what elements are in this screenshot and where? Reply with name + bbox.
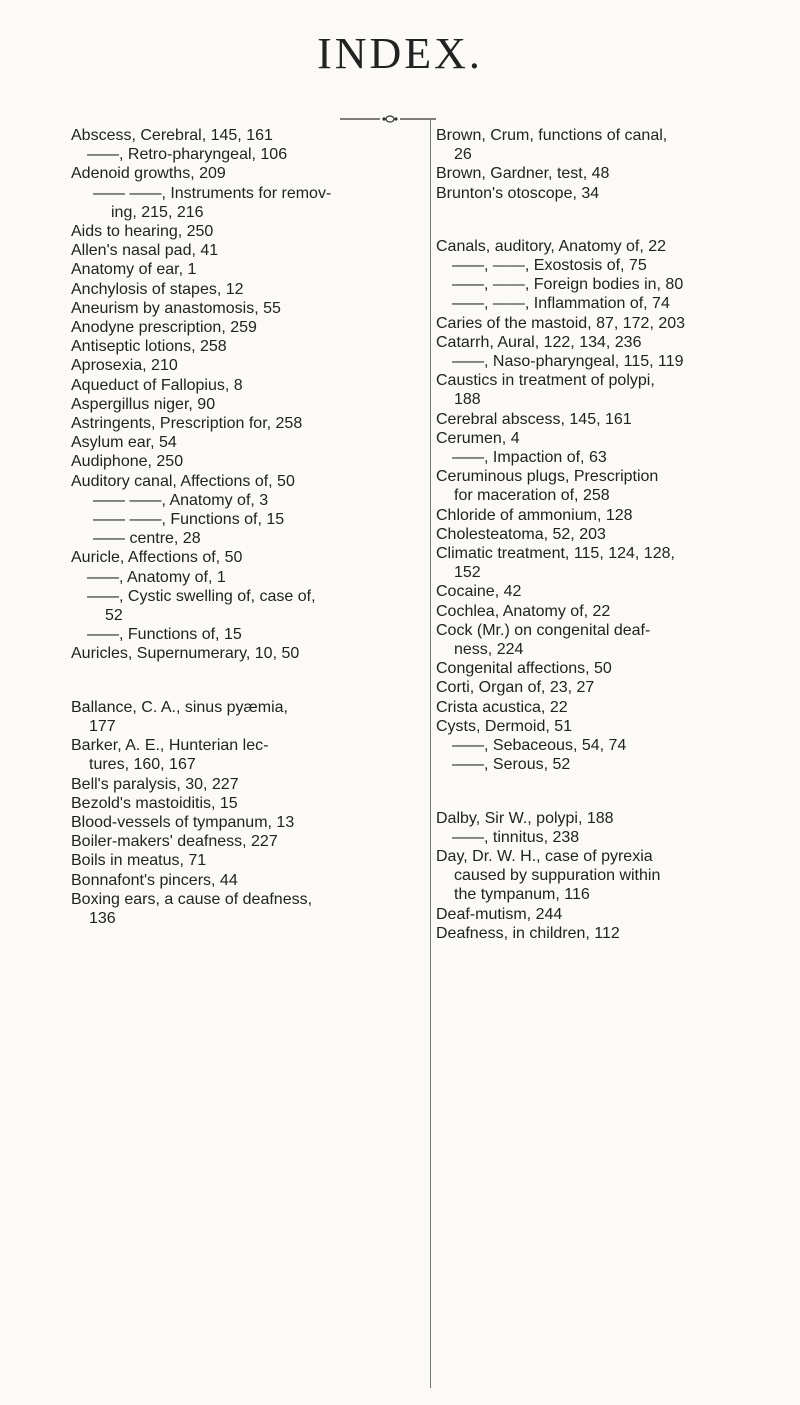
index-entry-continuation: 177 bbox=[89, 717, 116, 735]
index-entry-text: Antiseptic lotions, 258 bbox=[71, 338, 227, 356]
index-entry bbox=[436, 525, 766, 544]
letter-group-gap bbox=[71, 664, 441, 698]
index-entry-text: Boils in meatus, 71 bbox=[71, 852, 207, 870]
index-entry bbox=[71, 164, 441, 183]
index-entry bbox=[71, 145, 441, 164]
index-entry bbox=[436, 717, 766, 736]
index-entry-text: —— ——, Anatomy of, 3 bbox=[93, 491, 269, 509]
index-entry bbox=[436, 164, 766, 183]
index-entry bbox=[71, 775, 441, 794]
index-entry-text: Ballance, C. A., sinus pyæmia, bbox=[71, 698, 288, 716]
index-entry-text: Cochlea, Anatomy of, 22 bbox=[436, 602, 611, 620]
index-entry bbox=[436, 602, 766, 621]
index-entry-text: Cerumen, 4 bbox=[436, 429, 520, 447]
index-entry-text: Anodyne prescription, 259 bbox=[71, 319, 257, 337]
index-entry-text: Bezold's mastoiditis, 15 bbox=[71, 794, 238, 812]
index-entry bbox=[436, 429, 766, 448]
index-entry bbox=[71, 510, 441, 529]
index-entry bbox=[71, 587, 441, 625]
index-entry-text: Blood-vessels of tympanum, 13 bbox=[71, 813, 295, 831]
index-entry-text: Cerebral abscess, 145, 161 bbox=[436, 410, 632, 428]
index-entry-text: Corti, Organ of, 23, 27 bbox=[436, 679, 595, 697]
index-entry bbox=[71, 794, 441, 813]
index-entry-text: Anchylosis of stapes, 12 bbox=[71, 280, 244, 298]
letter-group-gap bbox=[436, 203, 766, 237]
index-entry bbox=[436, 333, 766, 352]
index-entry-text: —— centre, 28 bbox=[93, 530, 201, 548]
index-entry bbox=[436, 126, 766, 164]
index-entry bbox=[71, 452, 441, 471]
index-entry-text: Auricles, Supernumerary, 10, 50 bbox=[71, 645, 300, 663]
index-entry bbox=[436, 924, 766, 943]
index-entry-text: Abscess, Cerebral, 145, 161 bbox=[71, 127, 273, 144]
index-entry-text: —— ——, Functions of, 15 bbox=[93, 511, 285, 529]
index-entry-continuation: caused by suppuration within bbox=[454, 867, 661, 885]
index-entry bbox=[71, 260, 441, 279]
index-entry-text: Asylum ear, 54 bbox=[71, 434, 177, 452]
index-column-left bbox=[71, 126, 441, 928]
index-entry bbox=[436, 467, 766, 505]
index-entry bbox=[436, 275, 766, 294]
index-entry bbox=[71, 222, 441, 241]
index-entry-text: Auricle, Affections of, 50 bbox=[71, 549, 243, 567]
index-entry bbox=[71, 832, 441, 851]
index-entry-text: Anatomy of ear, 1 bbox=[71, 261, 197, 279]
index-entry-text: Brown, Crum, functions of canal, bbox=[436, 127, 668, 144]
letter-group-gap bbox=[436, 775, 766, 809]
index-entry-continuation: 152 bbox=[454, 564, 481, 582]
index-entry bbox=[436, 448, 766, 467]
index-entry bbox=[71, 698, 441, 736]
index-entry bbox=[436, 256, 766, 275]
index-entry-continuation: 188 bbox=[454, 391, 481, 409]
index-entry bbox=[71, 414, 441, 433]
index-entry-text: Brown, Gardner, test, 48 bbox=[436, 165, 610, 183]
index-entry-text: Auditory canal, Affections of, 50 bbox=[71, 472, 295, 490]
index-entry bbox=[436, 736, 766, 755]
index-entry-text: Barker, A. E., Hunterian lec- bbox=[71, 737, 269, 755]
page-title: INDEX. bbox=[317, 29, 483, 78]
index-entry-continuation: ing, 215, 216 bbox=[111, 203, 204, 221]
index-entry bbox=[436, 698, 766, 717]
index-entry-text: Deafness, in children, 112 bbox=[436, 924, 620, 942]
index-entry-text: ——, Naso-pharyngeal, 115, 119 bbox=[452, 353, 684, 371]
index-entry-text: Aids to hearing, 250 bbox=[71, 223, 214, 241]
index-entry bbox=[436, 314, 766, 333]
index-entry-text: ——, Serous, 52 bbox=[452, 756, 571, 774]
index-entry-text: ——, ——, Inflammation of, 74 bbox=[452, 295, 670, 313]
index-entry-text: Climatic treatment, 115, 124, 128, bbox=[436, 545, 675, 563]
index-entry bbox=[71, 625, 441, 644]
index-entry-text: ——, Retro-pharyngeal, 106 bbox=[87, 146, 288, 164]
index-entry bbox=[436, 410, 766, 429]
index-entry bbox=[71, 644, 441, 663]
index-entry bbox=[71, 126, 441, 145]
index-entry bbox=[71, 299, 441, 318]
index-entry-continuation: the tympanum, 116 bbox=[454, 886, 590, 904]
index-entry-text: Congenital affections, 50 bbox=[436, 660, 612, 678]
index-entry bbox=[436, 809, 766, 828]
index-entry-text: ——, Sebaceous, 54, 74 bbox=[452, 737, 627, 755]
index-entry bbox=[71, 890, 441, 928]
index-entry-text: Crista acustica, 22 bbox=[436, 698, 568, 716]
index-entry bbox=[71, 736, 441, 774]
index-entry-continuation: 136 bbox=[89, 909, 116, 927]
index-entry bbox=[436, 828, 766, 847]
index-entry-text: ——, Impaction of, 63 bbox=[452, 449, 607, 467]
index-entry-text: Dalby, Sir W., polypi, 188 bbox=[436, 809, 614, 827]
index-entry bbox=[436, 352, 766, 371]
index-entry bbox=[436, 755, 766, 774]
index-entry bbox=[436, 237, 766, 256]
index-entry-text: Cysts, Dermoid, 51 bbox=[436, 717, 573, 735]
index-column-right bbox=[436, 126, 766, 943]
index-entry-text: ——, ——, Exostosis of, 75 bbox=[452, 257, 647, 275]
index-entry-continuation: tures, 160, 167 bbox=[89, 756, 196, 774]
index-entry bbox=[71, 851, 441, 870]
index-entry bbox=[71, 337, 441, 356]
index-entry-text: ——, Anatomy of, 1 bbox=[87, 568, 226, 586]
index-entry-continuation: ness, 224 bbox=[454, 641, 524, 659]
index-entry-text: Aneurism by anastomosis, 55 bbox=[71, 299, 281, 317]
index-entry bbox=[436, 621, 766, 659]
index-entry-text: Boiler-makers' deafness, 227 bbox=[71, 833, 278, 851]
index-entry-text: —— ——, Instruments for remov- bbox=[93, 184, 332, 202]
index-entry bbox=[71, 568, 441, 587]
index-entry-text: Bonnafont's pincers, 44 bbox=[71, 871, 238, 889]
index-entry bbox=[71, 491, 441, 510]
index-entry bbox=[71, 356, 441, 375]
index-entry-text: Aqueduct of Fallopius, 8 bbox=[71, 376, 243, 394]
index-entry bbox=[71, 280, 441, 299]
index-entry-text: ——, ——, Foreign bodies in, 80 bbox=[452, 276, 684, 294]
index-entry-text: Aprosexia, 210 bbox=[71, 357, 178, 375]
index-entry-text: Ceruminous plugs, Prescription bbox=[436, 468, 659, 486]
index-entry bbox=[436, 544, 766, 582]
index-entry bbox=[71, 433, 441, 452]
index-entry-text: ——, Cystic swelling of, case of, bbox=[87, 587, 316, 605]
index-entry-text: Astringents, Prescription for, 258 bbox=[71, 415, 303, 433]
index-entry bbox=[71, 318, 441, 337]
index-entry bbox=[436, 371, 766, 409]
index-entry bbox=[436, 847, 766, 905]
index-entry bbox=[436, 294, 766, 313]
index-entry bbox=[436, 678, 766, 697]
index-entry bbox=[436, 582, 766, 601]
index-entry-text: Bell's paralysis, 30, 227 bbox=[71, 775, 239, 793]
index-entry-continuation: 52 bbox=[105, 607, 123, 625]
index-entry-text: ——, tinnitus, 238 bbox=[452, 828, 580, 846]
index-entry bbox=[71, 548, 441, 567]
index-entry bbox=[71, 241, 441, 260]
index-entry bbox=[71, 472, 441, 491]
index-entry-text: Aspergillus niger, 90 bbox=[71, 395, 216, 413]
index-entry bbox=[71, 871, 441, 890]
index-entry-text: Caustics in treatment of polypi, bbox=[436, 372, 655, 390]
index-entry-continuation: 26 bbox=[454, 146, 472, 164]
index-entry-text: Caries of the mastoid, 87, 172, 203 bbox=[436, 314, 686, 332]
title-ornament-rule bbox=[340, 112, 436, 126]
index-entry-continuation: for maceration of, 258 bbox=[454, 487, 610, 505]
index-entry bbox=[71, 184, 441, 222]
index-entry bbox=[71, 376, 441, 395]
index-entry-text: ——, Functions of, 15 bbox=[87, 626, 242, 644]
index-entry-text: Catarrh, Aural, 122, 134, 236 bbox=[436, 333, 642, 351]
index-entry-text: Brunton's otoscope, 34 bbox=[436, 184, 600, 202]
index-entry bbox=[436, 905, 766, 924]
index-entry bbox=[71, 529, 441, 548]
index-entry-text: Boxing ears, a cause of deafness, bbox=[71, 890, 313, 908]
index-entry bbox=[436, 184, 766, 203]
index-entry-text: Chloride of ammonium, 128 bbox=[436, 506, 633, 524]
index-entry-text: Allen's nasal pad, 41 bbox=[71, 242, 219, 260]
index-entry-text: Audiphone, 250 bbox=[71, 453, 184, 471]
index-entry-text: Cocaine, 42 bbox=[436, 583, 522, 601]
index-entry-text: Adenoid growths, 209 bbox=[71, 165, 226, 183]
index-entry-text: Canals, auditory, Anatomy of, 22 bbox=[436, 237, 667, 255]
index-entry-text: Day, Dr. W. H., case of pyrexia bbox=[436, 847, 653, 865]
index-entry bbox=[71, 395, 441, 414]
index-entry bbox=[71, 813, 441, 832]
index-entry-text: Cholesteatoma, 52, 203 bbox=[436, 525, 606, 543]
index-entry-text: Cock (Mr.) on congenital deaf- bbox=[436, 621, 651, 639]
index-entry bbox=[436, 506, 766, 525]
index-entry-text: Deaf-mutism, 244 bbox=[436, 905, 563, 923]
index-entry bbox=[436, 659, 766, 678]
